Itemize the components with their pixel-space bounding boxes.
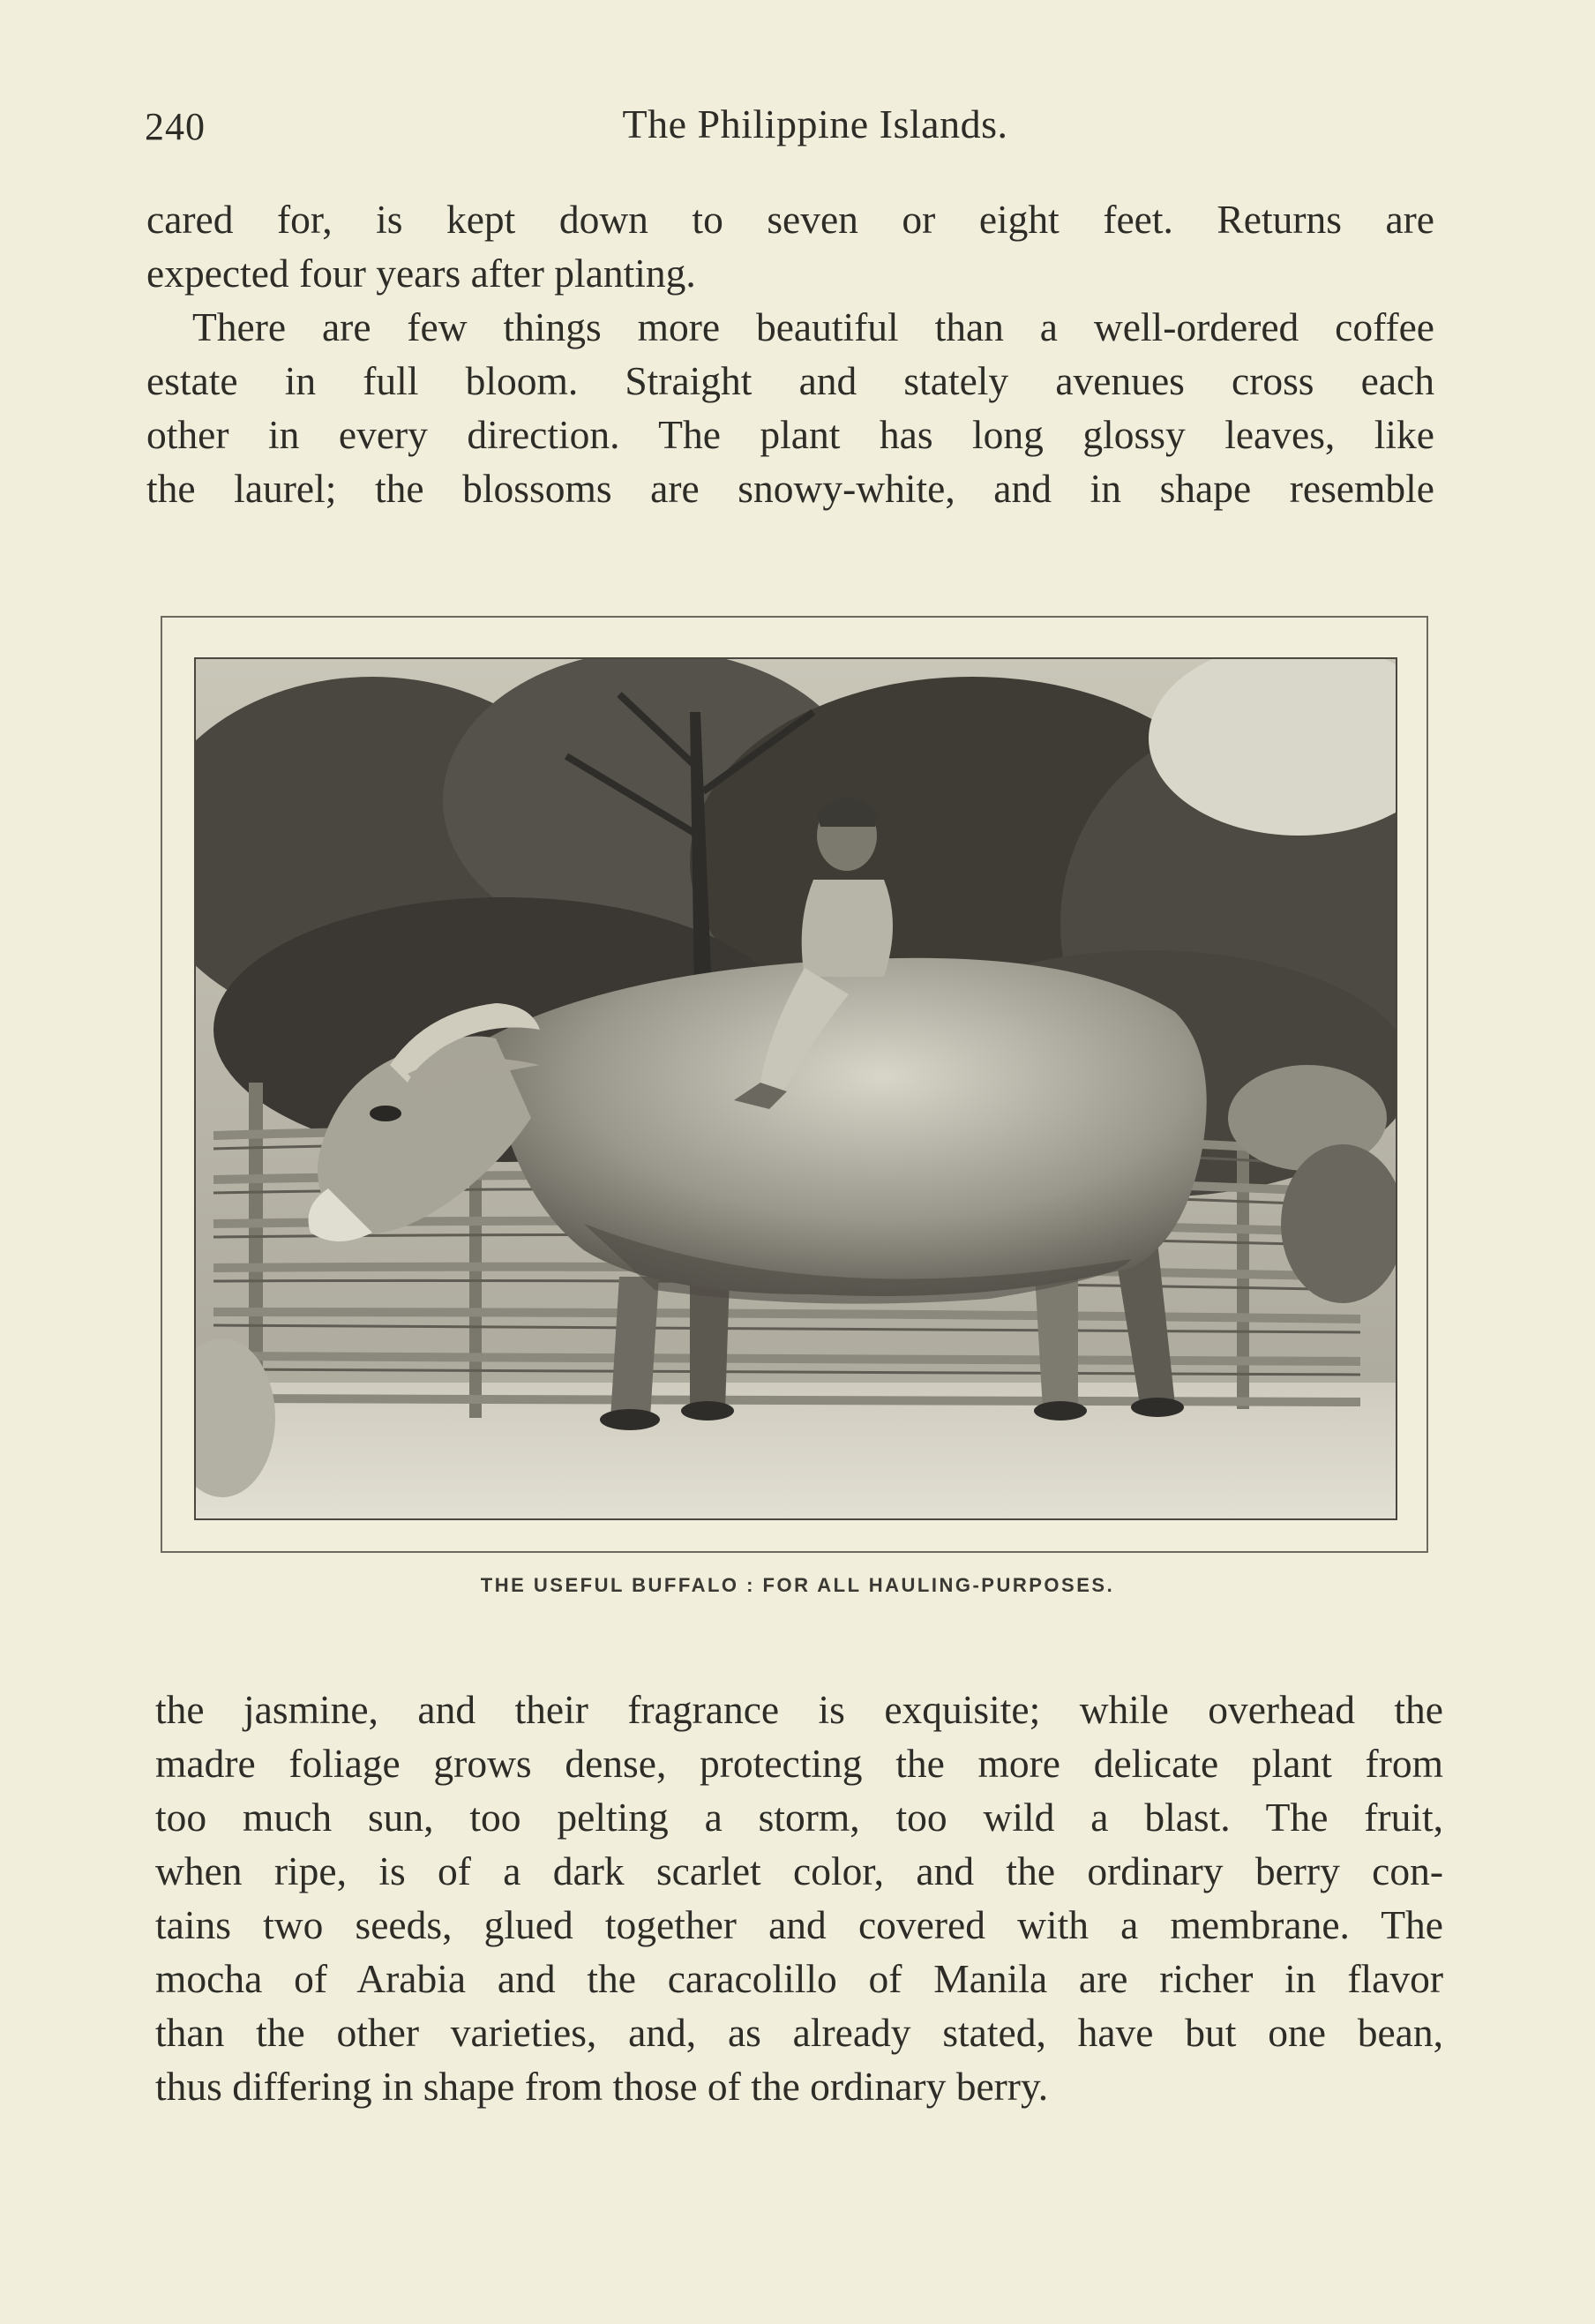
text-line: cared for, is kept down to seven or eight feet. Returns are [146,197,1434,242]
text-line: the laurel; the blossoms are snowy-white, and in shape resemble [146,466,1434,511]
text-line: There are few things more beautiful than a well-ordered coffee [192,304,1434,349]
paragraph-2 [146,300,1434,515]
page-number: 240 [145,105,206,148]
buffalo-photograph [194,657,1397,1520]
text-line: too much sun, too pelting a storm, too wild a blast. The fruit, [155,1795,1443,1840]
paragraph-1 [146,192,1434,300]
text-line: expected four years after planting. [146,251,696,296]
text-line: mocha of Arabia and the caracolillo of Manila are richer in flavor [155,1956,1443,2001]
running-head: The Philippine Islands. [622,101,1008,146]
text-line: thus differing in shape from those of the ordinary berry. [155,2064,1049,2109]
text-line: than the other varieties, and, as already stated, have but one bean, [155,2010,1443,2055]
paragraph-3 [155,1683,1443,2113]
figure-caption: THE USEFUL BUFFALO : FOR ALL HAULING-PURPOSES. [480,1574,1115,1596]
text-line: other in every direction. The plant has long glossy leaves, like [146,412,1434,457]
text-line: when ripe, is of a dark scarlet color, and the ordinary berry con- [155,1848,1443,1893]
text-line: the jasmine, and their fragrance is exquisite; while overhead the [155,1687,1443,1732]
text-line: tains two seeds, glued together and covered with a membrane. The [155,1902,1443,1947]
text-line: madre foliage grows dense, protecting the more delicate plant from [155,1741,1443,1786]
text-line: estate in full bloom. Straight and stately avenues cross each [146,358,1434,403]
